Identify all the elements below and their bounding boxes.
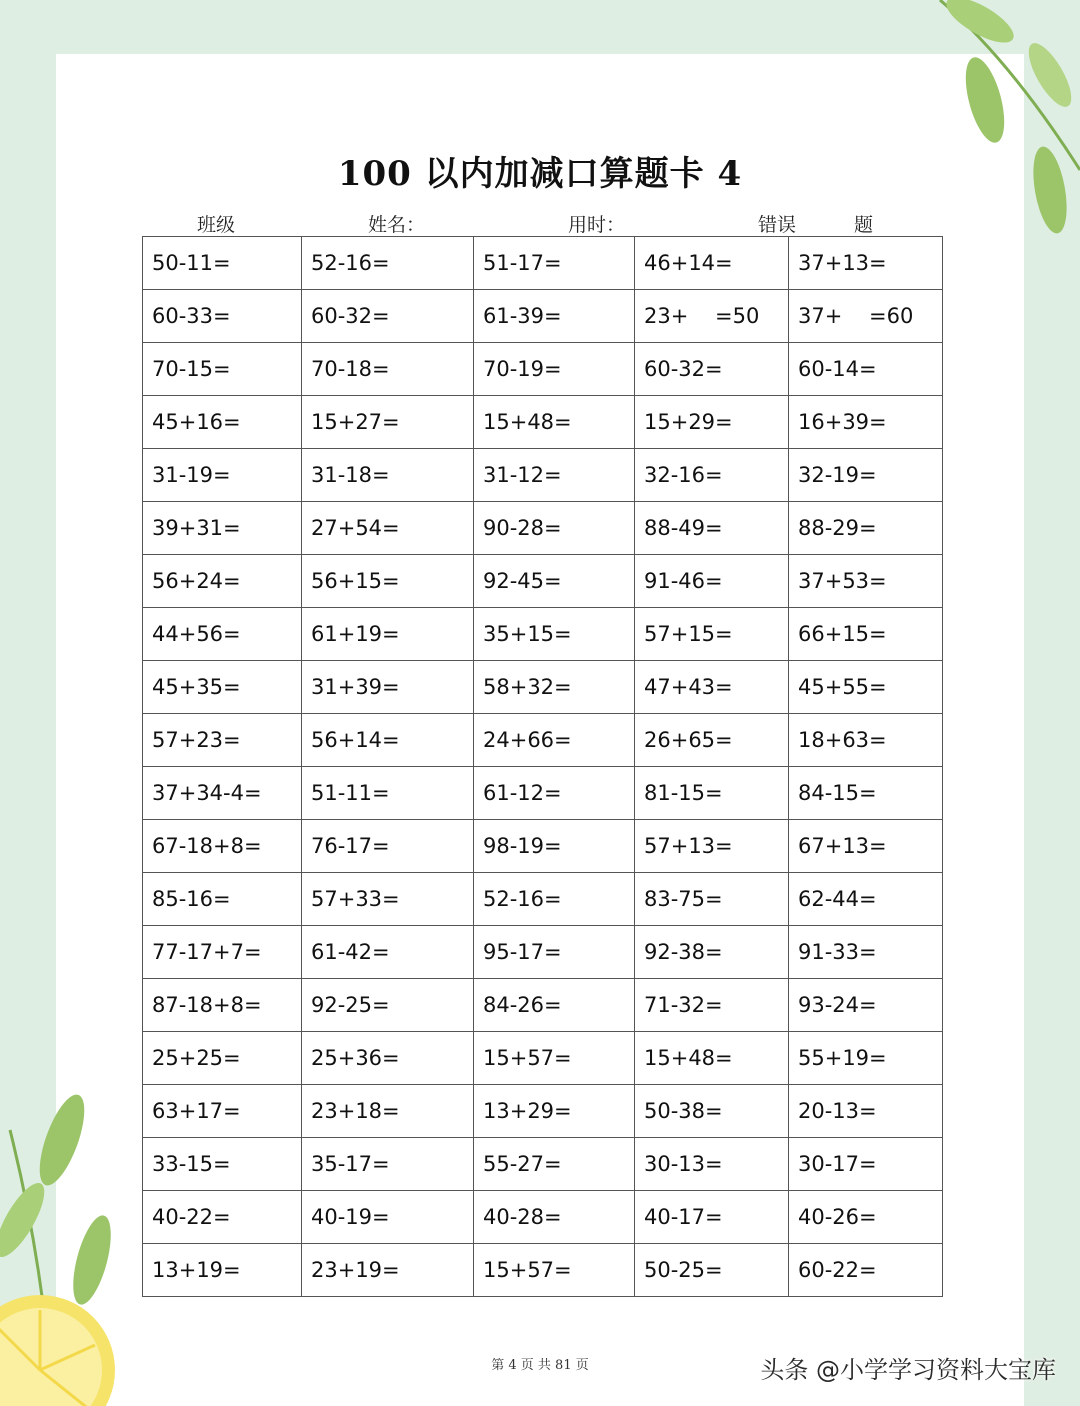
problem-cell: 40-22= xyxy=(143,1191,302,1244)
problem-cell: 56+15= xyxy=(302,555,474,608)
problem-cell: 84-15= xyxy=(789,767,943,820)
watermark-text: 头条 @小学学习资料大宝库 xyxy=(760,1356,1056,1384)
problem-cell: 13+19= xyxy=(143,1244,302,1297)
problem-cell: 56+14= xyxy=(302,714,474,767)
problem-cell: 92-45= xyxy=(474,555,635,608)
table-row xyxy=(143,820,943,873)
problem-cell: 15+27= xyxy=(302,396,474,449)
problem-cell: 71-32= xyxy=(635,979,789,1032)
problem-cell: 18+63= xyxy=(789,714,943,767)
problem-cell: 84-26= xyxy=(474,979,635,1032)
problem-cell: 60-14= xyxy=(789,343,943,396)
table-row xyxy=(143,1244,943,1297)
name-field xyxy=(368,210,553,237)
problem-cell: 39+31= xyxy=(143,502,302,555)
problem-cell: 60-33= xyxy=(143,290,302,343)
problem-cell: 77-17+7= xyxy=(143,926,302,979)
problem-cell: 45+55= xyxy=(789,661,943,714)
table-row xyxy=(143,555,943,608)
problem-cell: 88-29= xyxy=(789,502,943,555)
errors-field xyxy=(758,210,873,237)
problem-cell: 50-11= xyxy=(143,237,302,290)
problem-cell: 66+15= xyxy=(789,608,943,661)
time-label: 用时： xyxy=(568,214,626,236)
table-row xyxy=(143,873,943,926)
problem-cell: 67+13= xyxy=(789,820,943,873)
problem-cell: 33-15= xyxy=(143,1138,302,1191)
time-blank-line[interactable] xyxy=(625,218,735,237)
problem-cell: 57+33= xyxy=(302,873,474,926)
problem-cell: 51-11= xyxy=(302,767,474,820)
student-info-row xyxy=(0,210,1080,238)
problem-cell: 92-38= xyxy=(635,926,789,979)
table-row xyxy=(143,1138,943,1191)
problem-cell: 51-17= xyxy=(474,237,635,290)
problem-cell: 13+29= xyxy=(474,1085,635,1138)
table-row xyxy=(143,237,943,290)
problem-cell: 98-19= xyxy=(474,820,635,873)
problem-cell: 85-16= xyxy=(143,873,302,926)
table-row xyxy=(143,396,943,449)
problem-cell: 15+48= xyxy=(474,396,635,449)
problem-cell: 23+18= xyxy=(302,1085,474,1138)
problem-cell: 31-19= xyxy=(143,449,302,502)
problem-cell: 30-13= xyxy=(635,1138,789,1191)
problem-cell: 15+29= xyxy=(635,396,789,449)
problem-table xyxy=(142,236,943,1297)
problem-cell: 81-15= xyxy=(635,767,789,820)
problem-cell: 35+15= xyxy=(474,608,635,661)
problem-cell: 40-28= xyxy=(474,1191,635,1244)
problem-cell: 15+48= xyxy=(635,1032,789,1085)
problem-cell: 15+57= xyxy=(474,1244,635,1297)
time-field xyxy=(568,210,735,237)
problem-cell: 56+24= xyxy=(143,555,302,608)
problem-cell: 60-32= xyxy=(302,290,474,343)
problem-cell: 32-19= xyxy=(789,449,943,502)
problem-cell: 70-18= xyxy=(302,343,474,396)
problem-cell: 23+19= xyxy=(302,1244,474,1297)
problem-cell: 88-49= xyxy=(635,502,789,555)
problem-cell: 32-16= xyxy=(635,449,789,502)
table-row xyxy=(143,926,943,979)
problem-cell: 70-15= xyxy=(143,343,302,396)
problem-cell: 87-18+8= xyxy=(143,979,302,1032)
errors-blank-line[interactable] xyxy=(796,218,854,237)
problem-cell: 90-28= xyxy=(474,502,635,555)
problem-cell: 60-22= xyxy=(789,1244,943,1297)
problem-cell: 26+65= xyxy=(635,714,789,767)
problem-cell: 45+35= xyxy=(143,661,302,714)
problem-cell: 91-46= xyxy=(635,555,789,608)
problem-cell: 44+56= xyxy=(143,608,302,661)
problem-cell: 50-25= xyxy=(635,1244,789,1297)
problem-cell: 40-26= xyxy=(789,1191,943,1244)
table-row xyxy=(143,290,943,343)
problem-cell: 55-27= xyxy=(474,1138,635,1191)
errors-label: 错误 xyxy=(758,214,797,236)
problem-cell: 55+19= xyxy=(789,1032,943,1085)
table-row xyxy=(143,502,943,555)
problem-cell: 58+32= xyxy=(474,661,635,714)
problem-cell: 57+13= xyxy=(635,820,789,873)
problem-cell: 31+39= xyxy=(302,661,474,714)
class-label: 班级 xyxy=(197,214,236,236)
problem-cell: 93-24= xyxy=(789,979,943,1032)
class-field xyxy=(197,210,353,237)
problem-cell: 31-12= xyxy=(474,449,635,502)
problem-cell: 61-39= xyxy=(474,290,635,343)
errors-suffix: 题 xyxy=(854,214,874,236)
page-number: 第 4 页 共 81 页 xyxy=(491,1358,589,1373)
problem-cell: 47+43= xyxy=(635,661,789,714)
problem-cell: 52-16= xyxy=(302,237,474,290)
problem-cell: 61-42= xyxy=(302,926,474,979)
table-row xyxy=(143,1085,943,1138)
problem-cell: 16+39= xyxy=(789,396,943,449)
problem-cell: 37+34-4= xyxy=(143,767,302,820)
problem-cell: 67-18+8= xyxy=(143,820,302,873)
problem-cell: 27+54= xyxy=(302,502,474,555)
problem-cell: 45+16= xyxy=(143,396,302,449)
problem-cell: 57+15= xyxy=(635,608,789,661)
name-blank-line[interactable] xyxy=(425,218,553,237)
table-row xyxy=(143,608,943,661)
problem-cell: 25+25= xyxy=(143,1032,302,1085)
table-row xyxy=(143,767,943,820)
problem-cell: 35-17= xyxy=(302,1138,474,1191)
problem-cell: 92-25= xyxy=(302,979,474,1032)
problem-cell: 31-18= xyxy=(302,449,474,502)
problem-cell: 60-32= xyxy=(635,343,789,396)
problem-cell: 70-19= xyxy=(474,343,635,396)
class-blank-line[interactable] xyxy=(235,218,353,237)
problem-cell: 63+17= xyxy=(143,1085,302,1138)
problem-cell: 46+14= xyxy=(635,237,789,290)
problem-cell: 40-19= xyxy=(302,1191,474,1244)
problem-cell: 15+57= xyxy=(474,1032,635,1085)
table-row xyxy=(143,661,943,714)
problem-cell: 61+19= xyxy=(302,608,474,661)
problem-cell: 24+66= xyxy=(474,714,635,767)
problem-cell: 62-44= xyxy=(789,873,943,926)
problem-cell: 20-13= xyxy=(789,1085,943,1138)
problem-cell: 30-17= xyxy=(789,1138,943,1191)
problem-cell: 40-17= xyxy=(635,1191,789,1244)
table-row xyxy=(143,449,943,502)
problem-cell: 57+23= xyxy=(143,714,302,767)
problem-cell: 52-16= xyxy=(474,873,635,926)
table-row xyxy=(143,343,943,396)
problem-cell: 23+ =50 xyxy=(635,290,789,343)
problem-cell: 37+53= xyxy=(789,555,943,608)
problem-cell: 37+ =60 xyxy=(789,290,943,343)
problem-cell: 76-17= xyxy=(302,820,474,873)
problem-cell: 37+13= xyxy=(789,237,943,290)
problem-cell: 95-17= xyxy=(474,926,635,979)
table-row xyxy=(143,714,943,767)
name-label: 姓名： xyxy=(368,214,426,236)
problem-cell: 91-33= xyxy=(789,926,943,979)
problem-cell: 83-75= xyxy=(635,873,789,926)
table-row xyxy=(143,979,943,1032)
problem-cell: 50-38= xyxy=(635,1085,789,1138)
table-row xyxy=(143,1191,943,1244)
table-row xyxy=(143,1032,943,1085)
problem-cell: 25+36= xyxy=(302,1032,474,1085)
problem-cell: 61-12= xyxy=(474,767,635,820)
page-title: 100 以内加减口算题卡 4 xyxy=(337,154,743,194)
